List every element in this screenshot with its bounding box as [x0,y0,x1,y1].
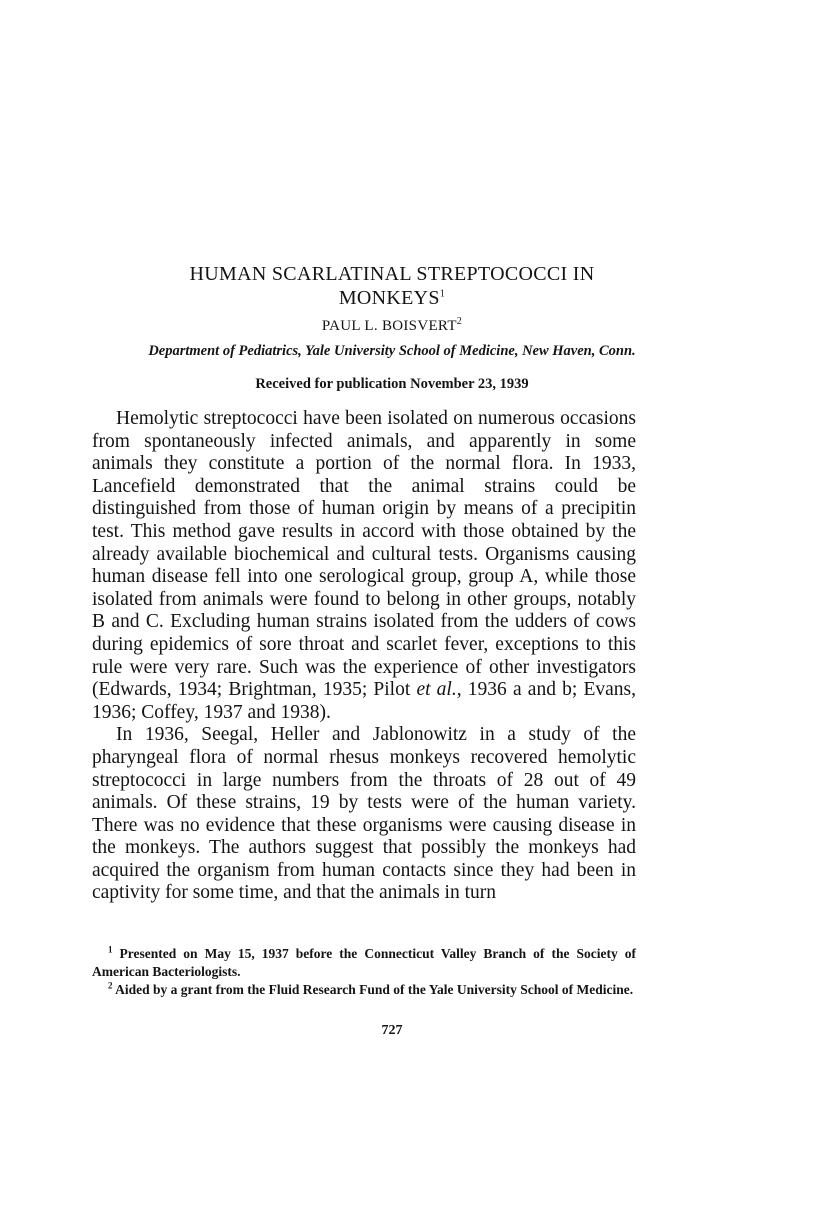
footnote-1-mark: 1 [108,944,113,955]
footnotes [92,945,636,999]
footnote-1-text: Presented on May 15, 1937 before the Connecticut Valley Branch of the Society of American Bacteriologists. [92,946,636,979]
received-date: Received for publication November 23, 1939 [255,376,529,392]
footnote-2-text: Aided by a grant from the Fluid Research Fund of the Yale University School of Medicine. [115,982,634,997]
title-line-2: MONKEYS [338,287,440,309]
author-name [96,318,688,335]
paragraph-2: In 1936, Seegal, Heller and Jablonowitz in a study of the pharyngeal flora of normal rhesus monkeys recovered hemolytic streptococci in large numbers from the throats of 28 out of 49 animals. Of these strains, 19 by tests were of the human variety. There was no evidence that these organisms were causing disease in the monkeys. The authors suggest that possibly the monkeys had acquired the organism from human contacts since they had been in captivity for some time, and that the animals in turn [92,724,636,904]
footnote-2 [92,981,636,999]
paragraph-1-part-b: , 1936 a and b; Evans, 1936; Coffey, 1937 and 1938). [92,679,636,723]
paragraph-1 [92,408,636,724]
author-text: PAUL L. BOISVERT [321,318,457,334]
footnote-1 [92,945,636,981]
paragraph-1-italic: et al. [416,679,457,701]
paragraph-1-part-a: Hemolytic streptococci have been isolated on numerous occasions from spontaneously infected animals, and apparently in some animals they constitute a portion of the normal flora. In 1933, Lancefield demonstrated that the animal strains could be distinguished from those of human origin by means of a precipitin test. This method gave results in accord with those obtained by the already available biochemical and cultural tests. Organisms causing human disease fell into one serological group, group A, while those isolated from animals were found to belong in other groups, notably B and C. Excluding human strains isolated from the udders of cows during epidemics of sore throat and scarlet fever, exceptions to this rule were very rare. Such was the experience of other investigators (Edwards, 1934; Brightman, 1935; Pilot [92,408,636,701]
page-number: 727 [381,1023,403,1038]
article-title [100,262,684,310]
title-footnote-mark: 1 [439,288,446,300]
author-footnote-mark: 2 [456,316,463,327]
footnote-2-mark: 2 [108,980,113,991]
affiliation: Department of Pediatrics, Yale University School of Medicine, New Haven, Conn. [148,343,636,359]
body-text [92,408,636,905]
title-line-1: HUMAN SCARLATINAL STREPTOCOCCI IN [189,263,595,285]
